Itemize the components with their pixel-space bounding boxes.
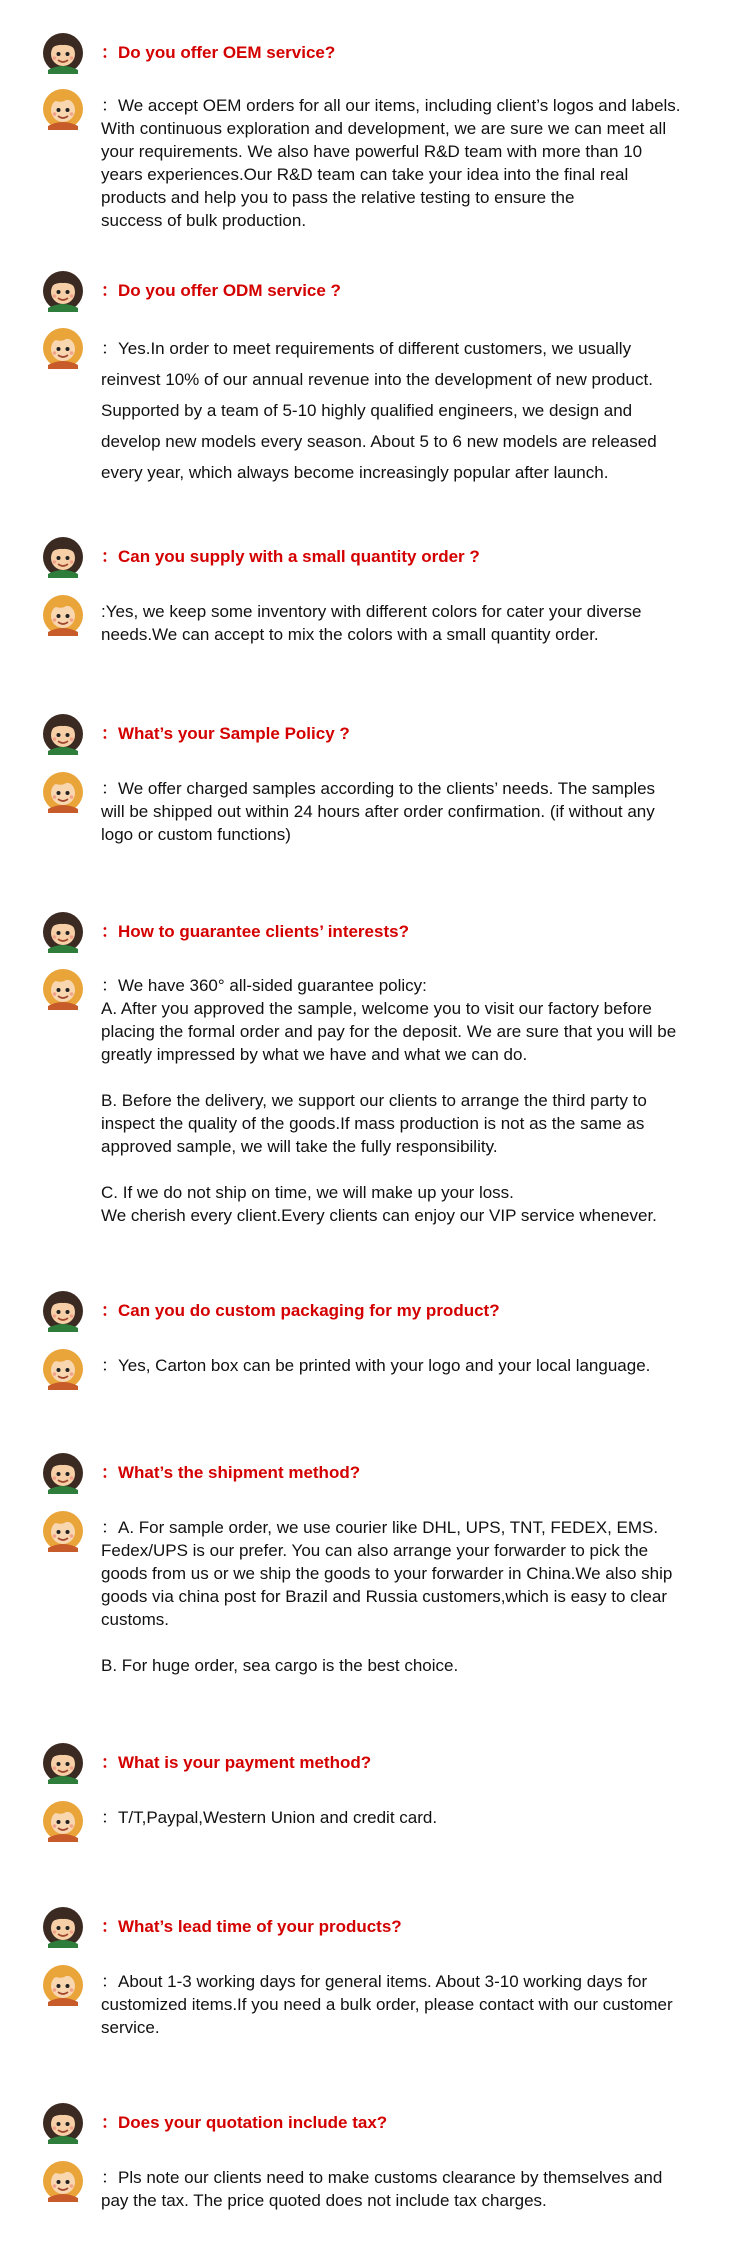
faq-answer — [101, 94, 742, 232]
blond-avatar-icon — [42, 594, 84, 636]
blond-avatar-icon — [42, 88, 84, 130]
boy-avatar-icon — [42, 1742, 84, 1784]
faq-answer — [101, 974, 742, 1227]
faq-answer — [101, 1806, 742, 1829]
blond-avatar-icon — [42, 771, 84, 813]
boy-avatar-icon — [42, 1906, 84, 1948]
faq-answer-paragraph: C. If we do not ship on time, we will make up your loss. We cherish every client.Every clients can enjoy our VIP service whenever. — [101, 1183, 657, 1225]
faq-question: ：What’s your Sample Policy ? — [101, 724, 350, 743]
boy-avatar-icon — [42, 1290, 84, 1332]
faq-answer-paragraph: B. Before the delivery, we support our clients to arrange the third party to inspect the quality of the goods.If mass production is not as the same as approved sample, we will take the fully responsibility. — [101, 1091, 647, 1156]
faq-answer — [101, 1970, 742, 2039]
faq-question: ：Can you do custom packaging for my product? — [101, 1301, 500, 1320]
faq-answer — [101, 333, 742, 488]
boy-avatar-icon — [42, 911, 84, 953]
faq-question: ：What’s lead time of your products? — [101, 1917, 402, 1936]
faq-question: ：Do you offer ODM service ? — [101, 281, 341, 300]
boy-avatar-icon — [42, 270, 84, 312]
boy-avatar-icon — [42, 2102, 84, 2144]
faq-question: ：How to guarantee clients’ interests? — [101, 922, 409, 941]
blond-avatar-icon — [42, 1964, 84, 2006]
blond-avatar-icon — [42, 968, 84, 1010]
faq-question: ：Can you supply with a small quantity order ? — [101, 547, 480, 566]
faq-answer-paragraph: ：We have 360° all-sided guarantee policy: A. After you approved the sample, welcome you to visit our factory before placing the formal order and pay for the deposit. We are sure that you will be greatly impressed by what we have and what we can do. — [101, 976, 677, 1064]
faq-answer — [101, 1516, 742, 1677]
faq-answer-paragraph: ：We accept OEM orders for all our items, including client’s logos and labels. With continuous exploration and development, we are sure we can meet all your requirements. We also have powerful R&D team with more than 10 years experiences.Our R&D team can take your idea into the final real products and help you to pass the relative testing to ensure the success of bulk production. — [101, 96, 681, 230]
faq-answer-paragraph: ：T/T,Paypal,Western Union and credit card. — [101, 1808, 438, 1827]
faq-answer-paragraph: ：A. For sample order, we use courier like DHL, UPS, TNT, FEDEX, EMS. Fedex/UPS is our prefer. You can also arrange your forwarder to pick the goods from us or we ship the goods to your forwarder in China.We also ship goods via china post for Brazil and Russia customers,which is easy to clear customs. — [101, 1518, 673, 1629]
boy-avatar-icon — [42, 1452, 84, 1494]
blond-avatar-icon — [42, 327, 84, 369]
faq-answer — [101, 777, 742, 846]
boy-avatar-icon — [42, 536, 84, 578]
faq-answer-paragraph: ：We offer charged samples according to the clients’ needs. The samples will be shipped out within 24 hours after order confirmation. (if without any logo or custom functions) — [101, 779, 656, 844]
boy-avatar-icon — [42, 713, 84, 755]
blond-avatar-icon — [42, 1510, 84, 1552]
faq-answer-paragraph: ：Yes.In order to meet requirements of different customers, we usually reinvest 10% of our annual revenue into the development of new product. Supported by a team of 5-10 highly qualified engineers, we design and develop new models every season. About 5 to 6 new models are released every year, which always become increasingly popular after launch. — [101, 339, 657, 482]
faq-answer-paragraph: ：Pls note our clients need to make customs clearance by themselves and pay the tax. The price quoted does not include tax charges. — [101, 2168, 663, 2210]
faq-question: ：What is your payment method? — [101, 1753, 372, 1772]
faq-answer-paragraph: B. For huge order, sea cargo is the best choice. — [101, 1656, 459, 1675]
blond-avatar-icon — [42, 2160, 84, 2202]
faq-answer-paragraph: :Yes, we keep some inventory with different colors for cater your diverse needs.We can accept to mix the colors with a small quantity order. — [101, 602, 642, 644]
faq-answer — [101, 2166, 742, 2212]
boy-avatar-icon — [42, 32, 84, 74]
faq-question: ：What’s the shipment method? — [101, 1463, 361, 1482]
faq-answer-paragraph: ：Yes, Carton box can be printed with your logo and your local language. — [101, 1356, 651, 1375]
faq-question: ：Do you offer OEM service? — [101, 43, 336, 62]
blond-avatar-icon — [42, 1800, 84, 1842]
faq-answer-paragraph: ：About 1-3 working days for general items. About 3-10 working days for customized items.If you need a bulk order, please contact with our customer service. — [101, 1972, 673, 2037]
faq-answer — [101, 1354, 742, 1377]
blond-avatar-icon — [42, 1348, 84, 1390]
faq-question: ：Does your quotation include tax? — [101, 2113, 388, 2132]
faq-answer — [101, 600, 742, 646]
